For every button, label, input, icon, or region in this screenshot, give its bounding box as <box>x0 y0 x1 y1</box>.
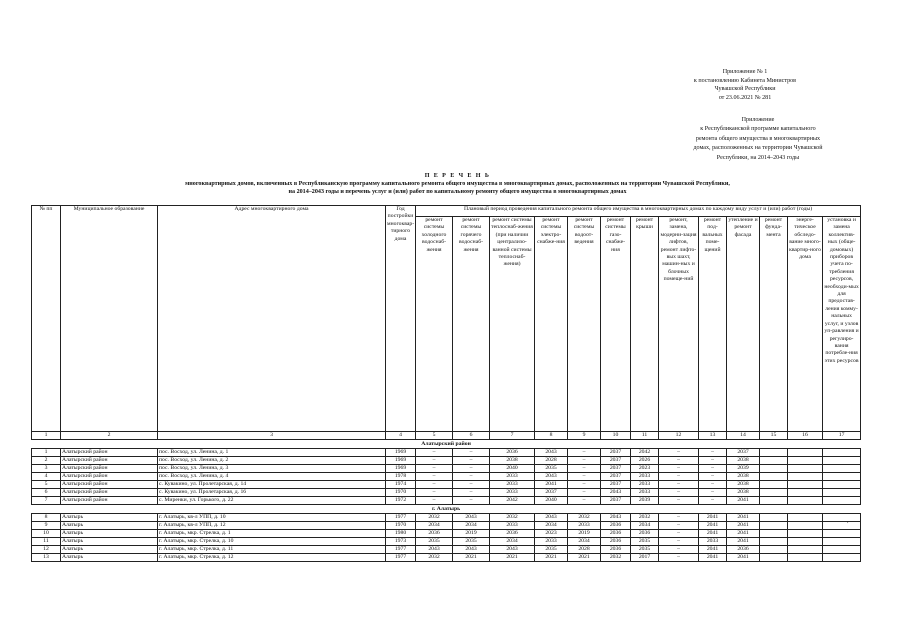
table-cell: 1969 <box>386 465 416 473</box>
table-cell: 2026 <box>631 457 659 465</box>
table-cell: 2032 <box>631 514 659 522</box>
table-cell: – <box>416 465 453 473</box>
table-row <box>32 489 861 497</box>
table-row <box>32 522 861 530</box>
table-cell: 2043 <box>490 546 535 554</box>
table-row <box>32 449 861 457</box>
column-number: 9 <box>568 432 601 440</box>
appendix-1-line: Чувашской Республики <box>714 86 776 93</box>
table-cell: 2038 <box>727 473 760 481</box>
table-cell: Алатырский район <box>61 465 158 473</box>
table-cell: Алатырь <box>61 530 158 538</box>
table-cell: 2041 <box>535 481 568 489</box>
table-cell: 2033 <box>631 489 659 497</box>
appendix-2-line: к Республиканской программе капитального <box>700 126 816 133</box>
table-cell: 2032 <box>601 554 631 562</box>
table-cell: с. Миренки, ул. Горького, д. 22 <box>158 497 386 505</box>
table-cell: – <box>659 554 699 562</box>
table-cell: 3 <box>32 465 61 473</box>
table-cell: – <box>699 465 727 473</box>
table-cell <box>788 473 823 481</box>
table-cell <box>760 497 788 505</box>
table-cell: – <box>416 497 453 505</box>
table-cell: 2023 <box>535 530 568 538</box>
table-cell <box>760 449 788 457</box>
table-cell: 2033 <box>490 481 535 489</box>
table-cell: 1977 <box>386 546 416 554</box>
table-cell: пос. Восход, ул. Ленина, д. 3 <box>158 465 386 473</box>
table-cell: 2034 <box>416 522 453 530</box>
table-cell: 2037 <box>601 465 631 473</box>
table-cell <box>788 546 823 554</box>
table-cell: – <box>699 497 727 505</box>
table-cell <box>823 497 861 505</box>
table-cell: Алатырь <box>61 554 158 562</box>
housing-list-table <box>31 205 861 562</box>
header-sub: ремонт системы водоот-ведения <box>568 217 601 432</box>
table-cell: 2043 <box>453 514 490 522</box>
table-cell: – <box>416 449 453 457</box>
table-cell: 2041 <box>699 546 727 554</box>
header-sub: ремонт системы газо-снабже-ния <box>601 217 631 432</box>
table-cell: – <box>453 449 490 457</box>
table-cell: 2036 <box>601 538 631 546</box>
table-cell: – <box>416 457 453 465</box>
table-cell <box>760 546 788 554</box>
table-cell <box>788 449 823 457</box>
table-cell: 1977 <box>386 554 416 562</box>
table-cell <box>760 481 788 489</box>
table-cell: 2033 <box>490 473 535 481</box>
appendix-1-block <box>650 68 840 102</box>
table-cell <box>823 554 861 562</box>
table-cell: г. Алатырь, мкр. Стрелка, д. 10 <box>158 538 386 546</box>
table-cell: пос. Восход, ул. Ленина, д. 4 <box>158 473 386 481</box>
table-cell <box>788 530 823 538</box>
table-row <box>32 465 861 473</box>
table-cell <box>788 457 823 465</box>
page-mark: , <box>847 518 849 524</box>
table-cell <box>788 481 823 489</box>
table-cell: 2037 <box>601 481 631 489</box>
table-cell <box>823 546 861 554</box>
table-cell: – <box>453 481 490 489</box>
table-cell: 2037 <box>601 473 631 481</box>
table-cell: 2041 <box>727 522 760 530</box>
table-cell: 13 <box>32 554 61 562</box>
table-cell: Алатырский район <box>61 457 158 465</box>
table-cell <box>788 522 823 530</box>
table-cell: – <box>659 514 699 522</box>
table-cell: 2036 <box>727 546 760 554</box>
appendix-2-block <box>688 116 828 163</box>
table-cell: 1980 <box>386 530 416 538</box>
column-number: 15 <box>760 432 788 440</box>
header-num: № пп <box>32 206 61 432</box>
table-cell: 2035 <box>535 546 568 554</box>
table-cell: 2043 <box>601 489 631 497</box>
table-cell: 1970 <box>386 489 416 497</box>
column-number: 1 <box>32 432 61 440</box>
table-cell: 2041 <box>699 530 727 538</box>
table-cell: 2019 <box>568 530 601 538</box>
table-cell: 11 <box>32 538 61 546</box>
column-number: 13 <box>699 432 727 440</box>
table-cell: г. Алатырь, мкр. Стрелка, д. 12 <box>158 554 386 562</box>
header-sub: ремонт крыши <box>631 217 659 432</box>
region-row <box>32 440 861 449</box>
table-cell: – <box>659 465 699 473</box>
table-cell: 2033 <box>490 522 535 530</box>
header-sub: энерге-тическое обследо-вание много-квартир-ного дома <box>788 217 823 432</box>
header-sub: ремонт системы теплоснаб-жения (при наличии централизо-ванной системы теплоснаб-жения) <box>490 217 535 432</box>
table-cell: 1973 <box>386 538 416 546</box>
table-cell: – <box>699 489 727 497</box>
table-cell <box>823 489 861 497</box>
appendix-2-line: Приложение <box>741 117 775 123</box>
header-sub: ремонт под-вальных поме-щений <box>699 217 727 432</box>
table-cell: 1 <box>32 449 61 457</box>
table-cell: 2032 <box>490 514 535 522</box>
table-cell: 1970 <box>386 522 416 530</box>
table-cell: – <box>568 497 601 505</box>
table-cell: 1972 <box>386 497 416 505</box>
table-row <box>32 514 861 522</box>
table-cell <box>788 465 823 473</box>
table-cell: – <box>453 473 490 481</box>
table-cell: 2037 <box>727 449 760 457</box>
region-heading: Алатырский район <box>32 440 861 449</box>
table-cell: – <box>659 481 699 489</box>
table-cell: 2032 <box>416 514 453 522</box>
table-cell: 8 <box>32 514 61 522</box>
table-cell: 2039 <box>727 465 760 473</box>
appendix-1-line: от 23.06.2021 № 281 <box>718 94 772 101</box>
table-cell <box>760 514 788 522</box>
table-cell <box>823 449 861 457</box>
table-cell <box>760 522 788 530</box>
table-cell: 2038 <box>727 457 760 465</box>
table-cell: – <box>416 489 453 497</box>
table-cell: – <box>568 473 601 481</box>
table-cell: с. Кувакино, ул. Пролетарская, д. 14 <box>158 481 386 489</box>
table-cell: 2036 <box>601 546 631 554</box>
table-cell: 2038 <box>727 489 760 497</box>
table-cell: 2035 <box>631 546 659 554</box>
table-cell: – <box>453 497 490 505</box>
table-cell: 2041 <box>699 554 727 562</box>
table-cell: 1974 <box>386 481 416 489</box>
table-cell <box>823 514 861 522</box>
table-cell: 10 <box>32 530 61 538</box>
header-sub: ремонт, замена, модерни-зация лифтов, ремонт лифто-вых шахт, машин-ных и блочных помеще-ний <box>659 217 699 432</box>
table-row <box>32 546 861 554</box>
appendix-2-line: домах, расположенных на территории Чувашской <box>693 145 823 152</box>
table-cell: 6 <box>32 489 61 497</box>
table-cell: 2041 <box>727 497 760 505</box>
header-period: Плановый период проведения капитального ремонта общего имущества в многоквартирных домах по каждому виду услуг и (или) работ (годы) <box>416 206 861 217</box>
header-sub: утепление и ремонт фасада <box>727 217 760 432</box>
table-cell: 2039 <box>631 497 659 505</box>
table-cell: 2040 <box>535 497 568 505</box>
table-cell: 2036 <box>601 522 631 530</box>
table-cell: 2033 <box>535 538 568 546</box>
header-sub: ремонт системы электро-снабже-ния <box>535 217 568 432</box>
table-cell: 2043 <box>453 546 490 554</box>
column-number: 2 <box>61 432 158 440</box>
table-cell: – <box>453 465 490 473</box>
table-cell: 2041 <box>699 522 727 530</box>
table-cell: – <box>568 449 601 457</box>
table-cell: 2021 <box>490 554 535 562</box>
table-cell <box>823 530 861 538</box>
table-cell <box>823 538 861 546</box>
appendix-2-line: ремонта общего имущества в многоквартирных <box>695 135 821 142</box>
table-cell <box>788 514 823 522</box>
column-number: 5 <box>416 432 453 440</box>
table-cell: 2034 <box>535 522 568 530</box>
table-cell: 2043 <box>535 514 568 522</box>
column-number: 11 <box>631 432 659 440</box>
table-cell: 2038 <box>490 457 535 465</box>
appendix-1-line: к постановлению Кабинета Министров <box>693 77 797 84</box>
table-cell: – <box>453 457 490 465</box>
table-cell <box>788 538 823 546</box>
table-cell <box>823 481 861 489</box>
table-cell: 1969 <box>386 457 416 465</box>
table-cell <box>760 538 788 546</box>
region-row <box>32 505 861 514</box>
table-row <box>32 457 861 465</box>
table-cell: г. Алатырь, кв-л УПП, д. 12 <box>158 522 386 530</box>
table-cell: г. Алатырь, кв-л УПП, д. 10 <box>158 514 386 522</box>
table-cell <box>823 457 861 465</box>
table-cell: 2037 <box>601 497 631 505</box>
table-cell <box>788 554 823 562</box>
column-number: 6 <box>453 432 490 440</box>
title-heading: П Е Р Е Ч Е Н Ь <box>424 173 491 179</box>
table-row <box>32 530 861 538</box>
table-cell: Алатырский район <box>61 481 158 489</box>
table-cell: 2036 <box>490 449 535 457</box>
table-cell: 2033 <box>699 538 727 546</box>
header-sub: ремонт системы холодного водоснаб-жения <box>416 217 453 432</box>
table-cell: – <box>568 489 601 497</box>
table-cell: 2038 <box>727 481 760 489</box>
table-cell: 2035 <box>535 465 568 473</box>
table-cell: Алатырский район <box>61 489 158 497</box>
table-cell: – <box>568 465 601 473</box>
table-cell: – <box>568 481 601 489</box>
table-cell: 2021 <box>568 554 601 562</box>
table-cell: 2017 <box>631 554 659 562</box>
table-cell: 2041 <box>727 538 760 546</box>
table-row <box>32 473 861 481</box>
table-cell: Алатырь <box>61 538 158 546</box>
header-address: Адрес многоквартирного дома <box>158 206 386 432</box>
table-cell: 9 <box>32 522 61 530</box>
table-cell: Алатырский район <box>61 497 158 505</box>
table-cell: 2021 <box>453 554 490 562</box>
table-cell: 5 <box>32 481 61 489</box>
table-cell: 2035 <box>416 538 453 546</box>
table-cell: 2041 <box>727 514 760 522</box>
table-cell: 2036 <box>601 530 631 538</box>
header-sub: установка и замена коллектив-ных (обще-домовых) приборов учета по-требления ресурсов, необходи-мых для предостав-ления комму-нальных услуг, и узлов уп-равления и регулиро-вания потребле-ния этих ресурсов <box>823 217 861 432</box>
table-cell: 2037 <box>601 457 631 465</box>
column-number: 8 <box>535 432 568 440</box>
table-cell <box>788 497 823 505</box>
table-cell: 2041 <box>699 514 727 522</box>
table-cell: – <box>699 481 727 489</box>
table-row <box>32 554 861 562</box>
table-cell: – <box>659 522 699 530</box>
table-cell: 2036 <box>416 530 453 538</box>
column-number: 7 <box>490 432 535 440</box>
table-cell: 2034 <box>490 538 535 546</box>
table-cell <box>760 489 788 497</box>
table-cell: 2041 <box>727 554 760 562</box>
table-cell <box>823 473 861 481</box>
table-cell: 1978 <box>386 473 416 481</box>
table-cell: Алатырь <box>61 514 158 522</box>
appendix-1-line: Приложение № 1 <box>722 69 768 75</box>
title-subline: многоквартирных домов, включенных в Республиканскую программу капитального ремонта общего имущества в многоквартирных домах, расположенных на территории Чувашской Республики, <box>185 181 730 188</box>
table-cell: 2034 <box>631 522 659 530</box>
table-cell: 12 <box>32 546 61 554</box>
table-cell: 2033 <box>631 481 659 489</box>
table-row <box>32 538 861 546</box>
header-sub: ремонт фунда-мента <box>760 217 788 432</box>
appendix-2-line: Республики, на 2014–2043 годы <box>716 154 800 161</box>
region-heading: г. Алатырь <box>32 505 861 514</box>
table-cell: Алатырь <box>61 546 158 554</box>
table-cell: – <box>659 538 699 546</box>
table-cell <box>760 473 788 481</box>
table-cell: 2034 <box>568 538 601 546</box>
table-cell: 2040 <box>490 465 535 473</box>
table-cell: 2043 <box>601 514 631 522</box>
table-cell: 2033 <box>490 489 535 497</box>
table-cell: пос. Восход, ул. Ленина, д. 1 <box>158 449 386 457</box>
table-cell: 2043 <box>416 546 453 554</box>
table-cell <box>760 465 788 473</box>
table-cell <box>760 554 788 562</box>
column-number: 16 <box>788 432 823 440</box>
table-cell: 2042 <box>490 497 535 505</box>
table-cell: 2 <box>32 457 61 465</box>
title-subline: на 2014–2043 годы и перечень услуг и (или) работ по капитальному ремонту общего имущества в многоквартирных домах <box>288 189 627 196</box>
table-cell: – <box>659 473 699 481</box>
table-cell: 2032 <box>568 514 601 522</box>
table-cell: – <box>659 457 699 465</box>
table-cell: 2033 <box>568 522 601 530</box>
table-cell: 2037 <box>601 449 631 457</box>
table-cell: 2033 <box>631 473 659 481</box>
table-cell: 2035 <box>453 538 490 546</box>
table-cell: г. Алатырь, мкр. Стрелка, д. 11 <box>158 546 386 554</box>
table-cell: – <box>699 457 727 465</box>
table-cell <box>788 489 823 497</box>
table-cell: – <box>699 449 727 457</box>
header-municipality: Муниципальное образование <box>61 206 158 432</box>
table-cell: 4 <box>32 473 61 481</box>
table-cell: – <box>659 449 699 457</box>
table-cell: 2035 <box>631 538 659 546</box>
table-row <box>32 497 861 505</box>
table-cell: 2036 <box>490 530 535 538</box>
column-number: 4 <box>386 432 416 440</box>
table-body <box>32 440 861 562</box>
table-cell: 1969 <box>386 449 416 457</box>
table-cell: 2021 <box>535 554 568 562</box>
table-cell: 2032 <box>416 554 453 562</box>
document-title <box>90 172 825 197</box>
table-cell: 2034 <box>453 522 490 530</box>
table-cell: – <box>453 489 490 497</box>
table-cell <box>760 530 788 538</box>
table-cell: 2019 <box>453 530 490 538</box>
table-cell: 2041 <box>727 530 760 538</box>
table-cell <box>823 465 861 473</box>
table-cell: 2042 <box>631 449 659 457</box>
table-row <box>32 481 861 489</box>
table-cell: 7 <box>32 497 61 505</box>
column-number: 12 <box>659 432 699 440</box>
table-cell: 2037 <box>535 489 568 497</box>
table-cell: пос. Восход, ул. Ленина, д. 2 <box>158 457 386 465</box>
column-number: 17 <box>823 432 861 440</box>
table-cell: 2028 <box>568 546 601 554</box>
table-cell: 2043 <box>535 449 568 457</box>
column-number: 3 <box>158 432 386 440</box>
table-cell: 2043 <box>535 473 568 481</box>
table-cell: Алатырский район <box>61 449 158 457</box>
table-cell: – <box>568 457 601 465</box>
table-cell: 2028 <box>535 457 568 465</box>
table-cell: – <box>699 473 727 481</box>
table-cell: Алатырский район <box>61 473 158 481</box>
table-cell: – <box>416 473 453 481</box>
table-cell: 2036 <box>631 530 659 538</box>
table-cell: с. Кувакино, ул. Пролетарская, д. 16 <box>158 489 386 497</box>
table-cell: 2023 <box>631 465 659 473</box>
header-year: Год постройки многоквар-тирного дома <box>386 206 416 432</box>
table-cell: 1977 <box>386 514 416 522</box>
column-number: 14 <box>727 432 760 440</box>
column-number: 10 <box>601 432 631 440</box>
table-cell: – <box>416 481 453 489</box>
column-number-row <box>32 432 861 440</box>
table-cell: Алатырь <box>61 522 158 530</box>
table-cell: г. Алатырь, мкр. Стрелка, д. 1 <box>158 530 386 538</box>
header-sub: ремонт системы горячего водоснаб-жения <box>453 217 490 432</box>
table-cell <box>823 522 861 530</box>
table-cell: – <box>659 546 699 554</box>
table-cell: – <box>659 489 699 497</box>
table-cell <box>760 457 788 465</box>
table-cell: – <box>659 530 699 538</box>
table-cell: – <box>659 497 699 505</box>
